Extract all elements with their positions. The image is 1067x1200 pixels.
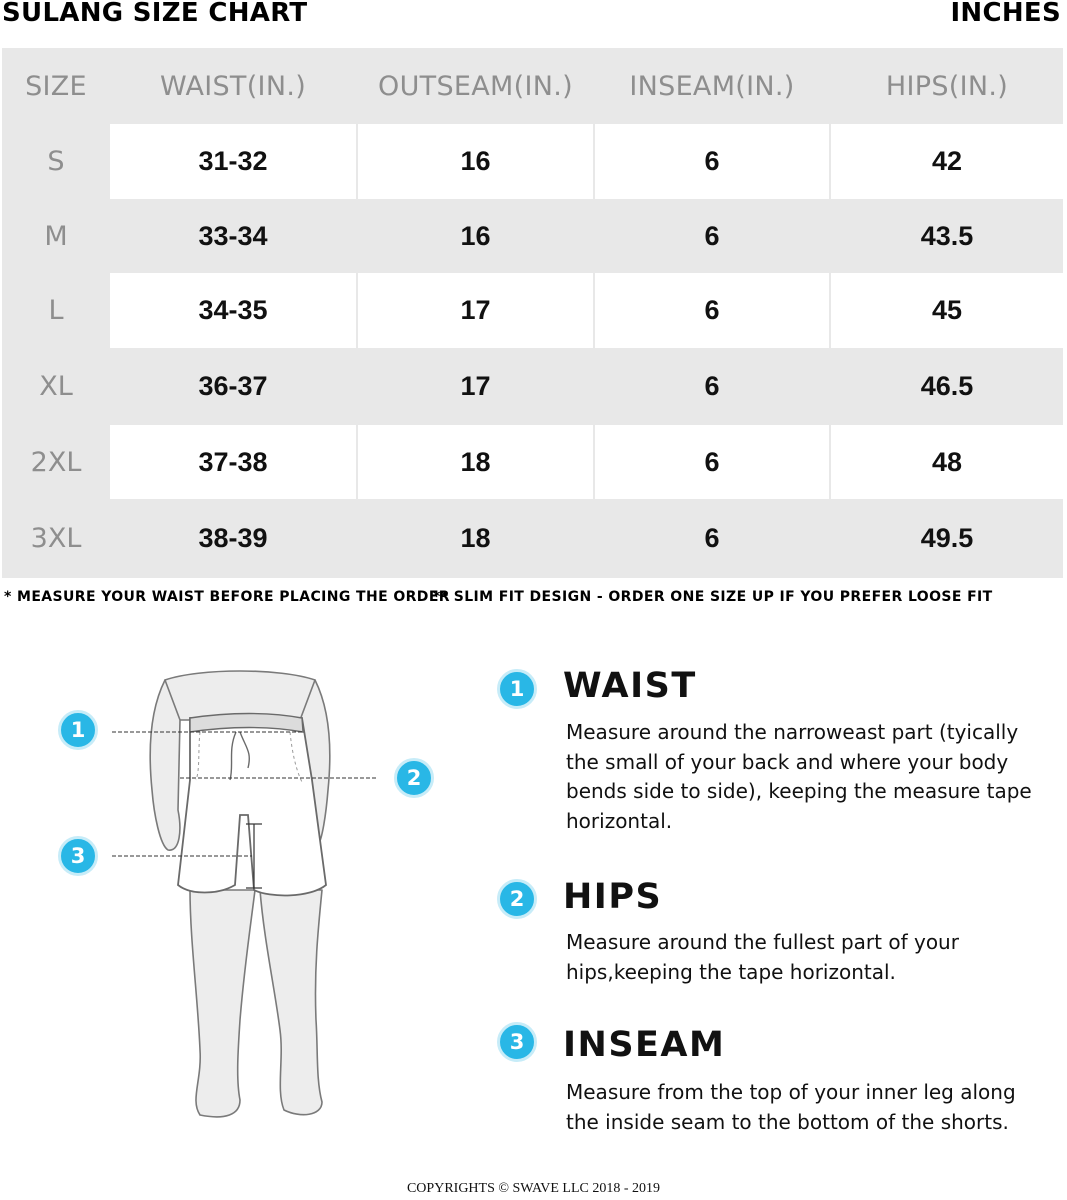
table-row: [2, 199, 1063, 273]
header-size: SIZE: [25, 70, 87, 102]
table-row: [2, 499, 1063, 578]
hips-cell: 46.5: [920, 371, 974, 401]
hips-description: Measure around the fullest part of your hips,keeping the tape horizontal.: [566, 930, 959, 984]
inseam-cell: 6: [704, 220, 720, 251]
hips-number-icon: 2: [497, 879, 537, 919]
header-waist: WAIST(IN.): [159, 70, 307, 102]
table-header-row: [2, 48, 1063, 124]
inseam-marker-icon: 3: [58, 836, 98, 876]
inseam-cell: 6: [595, 273, 829, 348]
inseam-number-icon: 3: [497, 1022, 537, 1062]
outseam-cell: 18: [460, 523, 491, 553]
outseam-cell: 17: [460, 371, 491, 401]
hips-cell: 43.5: [920, 220, 974, 251]
hips-heading: HIPS: [563, 877, 663, 917]
table-row: [2, 124, 1063, 199]
table-row: [2, 348, 1063, 425]
inseam-heading: INSEAM: [563, 1025, 726, 1065]
chart-title: SULANG SIZE CHART: [2, 0, 308, 28]
header-outseam: OUTSEAM(IN.): [378, 70, 573, 102]
size-cell: M: [44, 220, 68, 252]
inseam-cell: 6: [595, 425, 829, 499]
inseam-cell: 6: [704, 371, 720, 401]
size-cell: 3XL: [30, 523, 82, 554]
size-cell: 2XL: [30, 446, 82, 478]
hips-marker-icon: 2: [394, 758, 434, 798]
waist-number-icon: 1: [497, 669, 537, 709]
header-inseam: INSEAM(IN.): [629, 70, 795, 102]
waist-description: Measure around the narroweast part (tyically the small of your back and where your body bends side to side), keeping the measure tape horizontal.: [566, 720, 1032, 833]
table-row: [2, 273, 1063, 348]
outseam-cell: 16: [358, 124, 593, 199]
inseam-description: Measure from the top of your inner leg along the inside seam to the bottom of the shorts.: [566, 1080, 1016, 1134]
hips-cell: 48: [831, 425, 1063, 499]
size-cell: XL: [39, 371, 73, 402]
header-hips: HIPS(IN.): [885, 70, 1009, 102]
waist-heading: WAIST: [563, 666, 697, 706]
size-cell: S: [47, 146, 65, 177]
hips-cell: 45: [831, 273, 1063, 348]
hips-cell: 49.5: [920, 523, 974, 553]
waist-cell: 36-37: [198, 371, 268, 401]
waist-marker-icon: 1: [58, 710, 98, 750]
size-cell: L: [48, 295, 64, 326]
waist-cell: 38-39: [198, 523, 268, 553]
outseam-cell: 17: [358, 273, 593, 348]
outseam-cell: 16: [460, 220, 491, 251]
figure-outline-icon: [40, 640, 440, 1140]
inseam-cell: 6: [704, 523, 720, 553]
waist-cell: 31-32: [110, 124, 356, 199]
fit-note: ** SLIM FIT DESIGN - ORDER ONE SIZE UP IF YOU PREFER LOOSE FIT: [433, 589, 993, 605]
units-label: INCHES: [950, 0, 1061, 28]
size-table: [2, 48, 1063, 578]
waist-cell: 37-38: [110, 425, 356, 499]
outseam-cell: 18: [358, 425, 593, 499]
copyright-text: COPYRIGHTS © SWAVE LLC 2018 - 2019: [406, 1181, 661, 1196]
waist-cell: 34-35: [110, 273, 356, 348]
waist-note: * MEASURE YOUR WAIST BEFORE PLACING THE ORDER: [4, 589, 450, 605]
waist-cell: 33-34: [198, 220, 268, 251]
inseam-cell: 6: [595, 124, 829, 199]
hips-cell: 42: [831, 124, 1063, 199]
shorts-figure-illustration: [40, 640, 440, 1140]
table-row: [2, 425, 1063, 499]
